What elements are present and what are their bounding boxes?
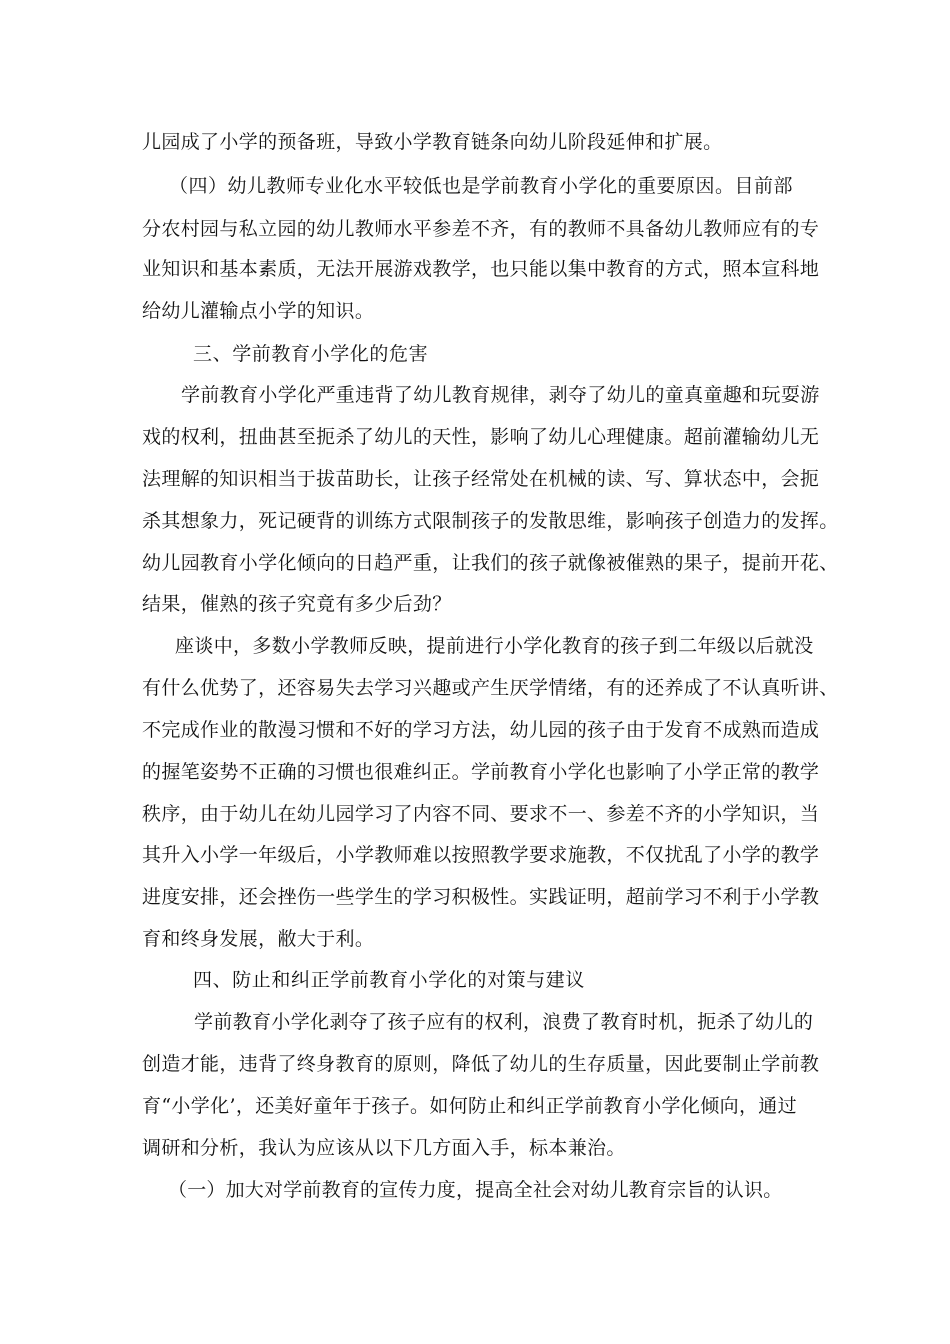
text-line: 的握笔姿势不正确的习惯也很难纠正。学前教育小学化也影响了小学正常的教学 [142,761,820,783]
text-line: 法理解的知识相当于拔苗助长，让孩子经常处在机械的读、写、算状态中，会扼 [142,468,820,490]
text-line: 秩序，由于幼儿在幼儿园学习了内容不同、要求不一、参差不齐的小学知识，当 [142,803,820,825]
text-line: 给幼儿灌输点小学的知识。 [142,300,375,322]
text-line: 戏的权利，扭曲甚至扼杀了幼儿的天性，影响了幼儿心理健康。超前灌输幼儿无 [142,426,820,448]
text-line: 育和终身发展，敝大于利。 [142,928,375,950]
text-line: 结果，催熟的孩子究竟有多少后劲？ [142,593,452,615]
text-line: 有什么优势了，还容易失去学习兴趣或产生厌学情绪，有的还养成了不认真听讲、 [142,677,839,699]
text-line: 业知识和基本素质，无法开展游戏教学，也只能以集中教育的方式，照本宣科地 [142,258,820,280]
text-line: 座谈中，多数小学教师反映，提前进行小学化教育的孩子到二年级以后就没 [175,635,814,657]
text-line: 幼儿园教育小学化倾向的日趋严重，让我们的孩子就像被催熟的果子，提前开花、 [142,552,839,574]
text-line: 儿园成了小学的预备班，导致小学教育链条向幼儿阶段延伸和扩展。 [142,131,723,153]
text-line: 其升入小学一年级后，小学教师难以按照教学要求施教，不仅扰乱了小学的教学 [142,844,820,866]
text-line: 调研和分析，我认为应该从以下几方面入手，标本兼治。 [142,1137,626,1159]
text-line: （四）幼儿教师专业化水平较低也是学前教育小学化的重要原因。目前部 [169,175,794,197]
text-line: 学前教育小学化剥夺了孩子应有的权利，浪费了教育时机，扼杀了幼儿的 [194,1011,814,1033]
section-heading-three: 三、学前教育小学化的危害 [193,343,429,365]
text-line: 分农村园与私立园的幼儿教师水平参差不齐，有的教师不具备幼儿教师应有的专 [142,218,820,240]
subsection-heading-one: （一）加大对学前教育的宣传力度，提高全社会对幼儿教育宗旨的认识。 [168,1179,783,1201]
text-line: 育“小学化’，还美好童年于孩子。如何防止和纠正学前教育小学化倾向，通过 [142,1095,798,1117]
text-line: 不完成作业的散漫习惯和不好的学习方法，幼儿园的孩子由于发育不成熟而造成 [142,719,820,741]
section-heading-four: 四、防止和纠正学前教育小学化的对策与建议 [193,969,586,991]
text-line: 学前教育小学化严重违背了幼儿教育规律，剥夺了幼儿的童真童趣和玩耍游 [181,384,820,406]
text-line: 进度安排，还会挫伤一些学生的学习积极性。实践证明，超前学习不利于小学教 [142,886,820,908]
text-line: 杀其想象力，死记硬背的训练方式限制孩子的发散思维，影响孩子创造力的发挥。 [142,510,839,532]
text-line: 创造才能，违背了终身教育的原则，降低了幼儿的生存质量，因此要制止学前教 [142,1053,820,1075]
